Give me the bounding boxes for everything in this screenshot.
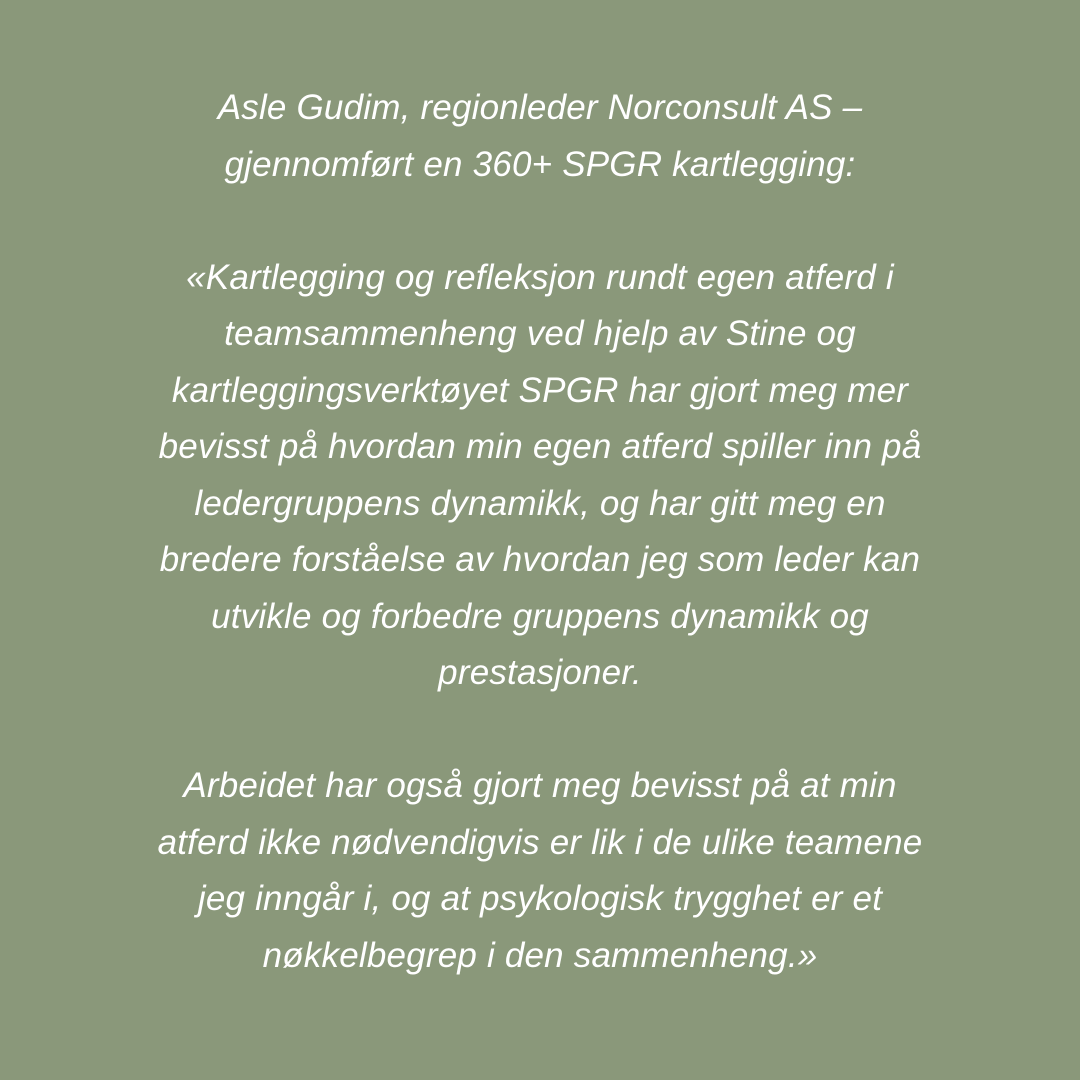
quote-paragraph-1 <box>60 250 1020 702</box>
quote-line: atferd ikke nødvendigvis er lik i de ulike teamene <box>157 822 923 862</box>
paragraph-spacer <box>60 702 1020 759</box>
quote-line: «Kartlegging og refleksjon rundt egen atferd i <box>186 257 894 297</box>
quote-line: ledergruppens dynamikk, og har gitt meg en <box>194 483 886 523</box>
quote-line: bevisst på hvordan min egen atferd spiller inn på <box>158 427 922 466</box>
attribution <box>60 80 1020 193</box>
quote-paragraph-2 <box>60 758 1020 984</box>
quote-line: Arbeidet har også gjort meg bevisst på at min <box>183 766 897 805</box>
paragraph-spacer <box>60 193 1020 250</box>
quote-line: bredere forståelse av hvordan jeg som leder kan <box>159 540 921 579</box>
quote-line: nøkkelbegrep i den sammenheng.» <box>262 935 818 975</box>
quote-line: teamsammenheng ved hjelp av Stine og <box>224 314 856 353</box>
quote-line: prestasjoner. <box>438 653 642 692</box>
quote-line: utvikle og forbedre gruppens dynamikk og <box>211 596 869 636</box>
testimonial-text <box>60 80 1020 984</box>
attribution-line: Asle Gudim, regionleder Norconsult AS – <box>217 88 863 127</box>
quote-line: kartleggingsverktøyet SPGR har gjort meg mer <box>171 370 909 410</box>
quote-line: jeg inngår i, og at psykologisk trygghet er et <box>197 879 883 918</box>
attribution-line: gjennomført en 360+ SPGR kartlegging: <box>224 144 856 184</box>
